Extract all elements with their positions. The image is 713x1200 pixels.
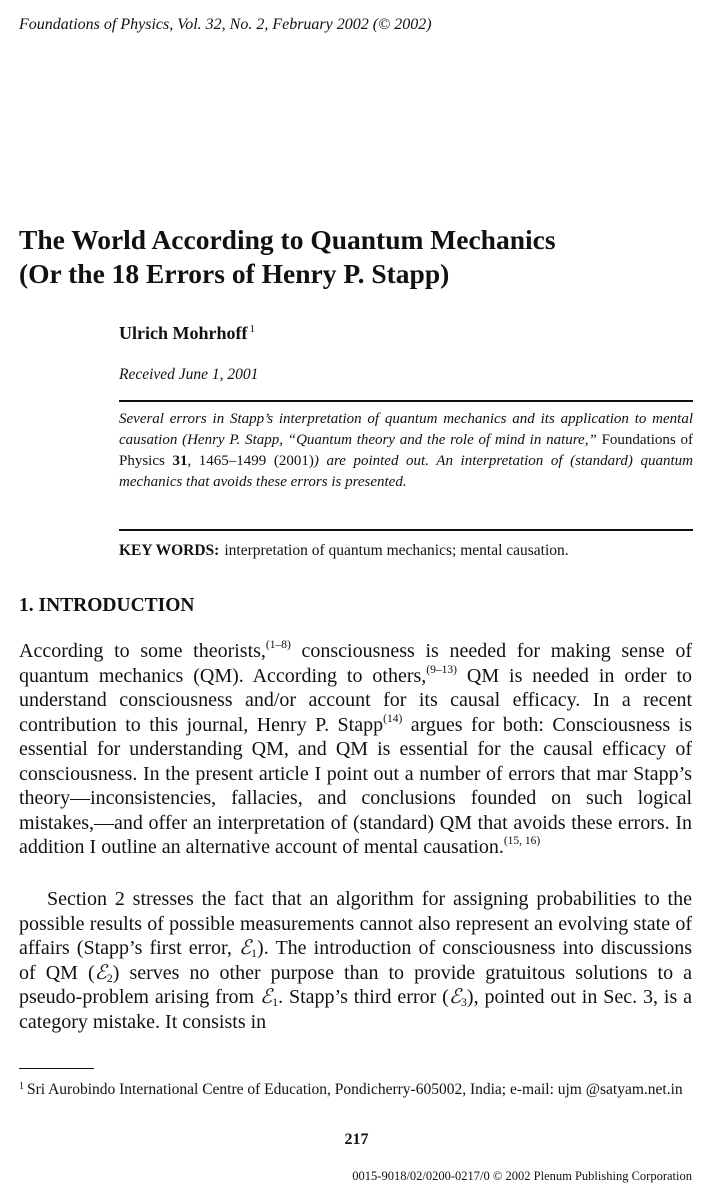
article-title [19, 223, 556, 291]
error-symbol: ℰ$_1$ [238, 937, 258, 960]
abstract-bottom-rule [119, 529, 693, 531]
error-symbol: ℰ$_3$ [448, 986, 467, 1009]
error-symbol: ℰ$_1$ [259, 986, 279, 1009]
author [119, 323, 255, 344]
abstract-journal-name: Foundations of Physics [119, 432, 693, 469]
received-date: Received June 1, 2001 [119, 366, 259, 383]
abstract-top-rule [119, 400, 693, 402]
abstract-text-2: ) are pointed out. An interpretation of (standard) quantum mechanics that avoids these errors is presented. [119, 453, 694, 490]
paragraph-1: According to some theorists,$^{(1-8)}$ consciousness is needed for making sense of quantum mechanics (QM). According to others,$^{(9-13)}$ QM is needed in order to understand consciousness and/or account for its causal efficacy. In a recent contribution to this journal, Henry P. Stapp$^{(14)}$ argues for both: Consciousness is essential for understanding QM, and QM is essential for the causal efficacy of consciousness. In the present article I point out a number of errors that mar Stapp’s theory—inconsistencies, fallacies, and conclusions founded on such logical mistakes,—and offer an interpretation of (standard) QM that avoids these errors. In addition I outline an alternative account of mental causation.$^{(15, 16)}$ [19, 639, 692, 858]
footnote-text: Sri Aurobindo International Centre of Education, Pondicherry-605002, India; e-mail: ujm @satyam.net.in [27, 1081, 683, 1098]
author-name: Ulrich Mohrhoff [119, 323, 248, 343]
copyright-line: 0015-9018/02/0200-0217/0 © 2002 Plenum Publishing Corporation [352, 1169, 692, 1183]
abstract-text-1: Several errors in Stapp’s interpretation of quantum mechanics and its application to mental causation (Henry P. Stapp, “Quantum theory and the role of mind in nature,” [119, 411, 693, 448]
keywords-text: interpretation of quantum mechanics; mental causation. [224, 542, 569, 559]
error-symbol: ℰ$_2$ [94, 961, 113, 985]
abstract [119, 409, 693, 493]
citation: (1–8) [265, 639, 291, 651]
footnote-mark: 1 [19, 1081, 24, 1092]
author-footnote-mark: 1 [249, 323, 255, 335]
citation: (9–13) [426, 663, 457, 676]
citation: (14) [383, 712, 403, 725]
title-line-2: (Or the 18 Errors of Henry P. Stapp) [19, 258, 450, 289]
abstract-volume: 31 [172, 453, 188, 469]
keywords-label: KEY WORDS: [119, 542, 220, 559]
keywords [119, 542, 569, 560]
section-heading: 1. INTRODUCTION [19, 595, 195, 616]
footnote-rule [19, 1068, 94, 1069]
paragraph-2: Section 2 stresses the fact that an algorithm for assigning probabilities to the possible results of possible measurements cannot also represent an evolving state of affairs (Stapp’s first error, ℰ$_1$). The introduction of consciousness into discussions of QM (ℰ$_2$) serves no other purpose than to provide gratuitous solutions to a pseudo-problem arising from ℰ$_1$. Stapp’s third error (ℰ$_3$), pointed out in Sec. 3, is a category mistake. It consists in [19, 888, 693, 1033]
title-line-1: The World According to Quantum Mechanics [19, 224, 556, 255]
footnote [19, 1076, 692, 1100]
journal-header: Foundations of Physics, Vol. 32, No. 2, February 2002 (© 2002) [19, 16, 432, 33]
abstract-pages: , 1465–1499 (2001) [187, 453, 314, 469]
citation: (15, 16) [503, 835, 541, 847]
page-number: 217 [344, 1131, 369, 1148]
